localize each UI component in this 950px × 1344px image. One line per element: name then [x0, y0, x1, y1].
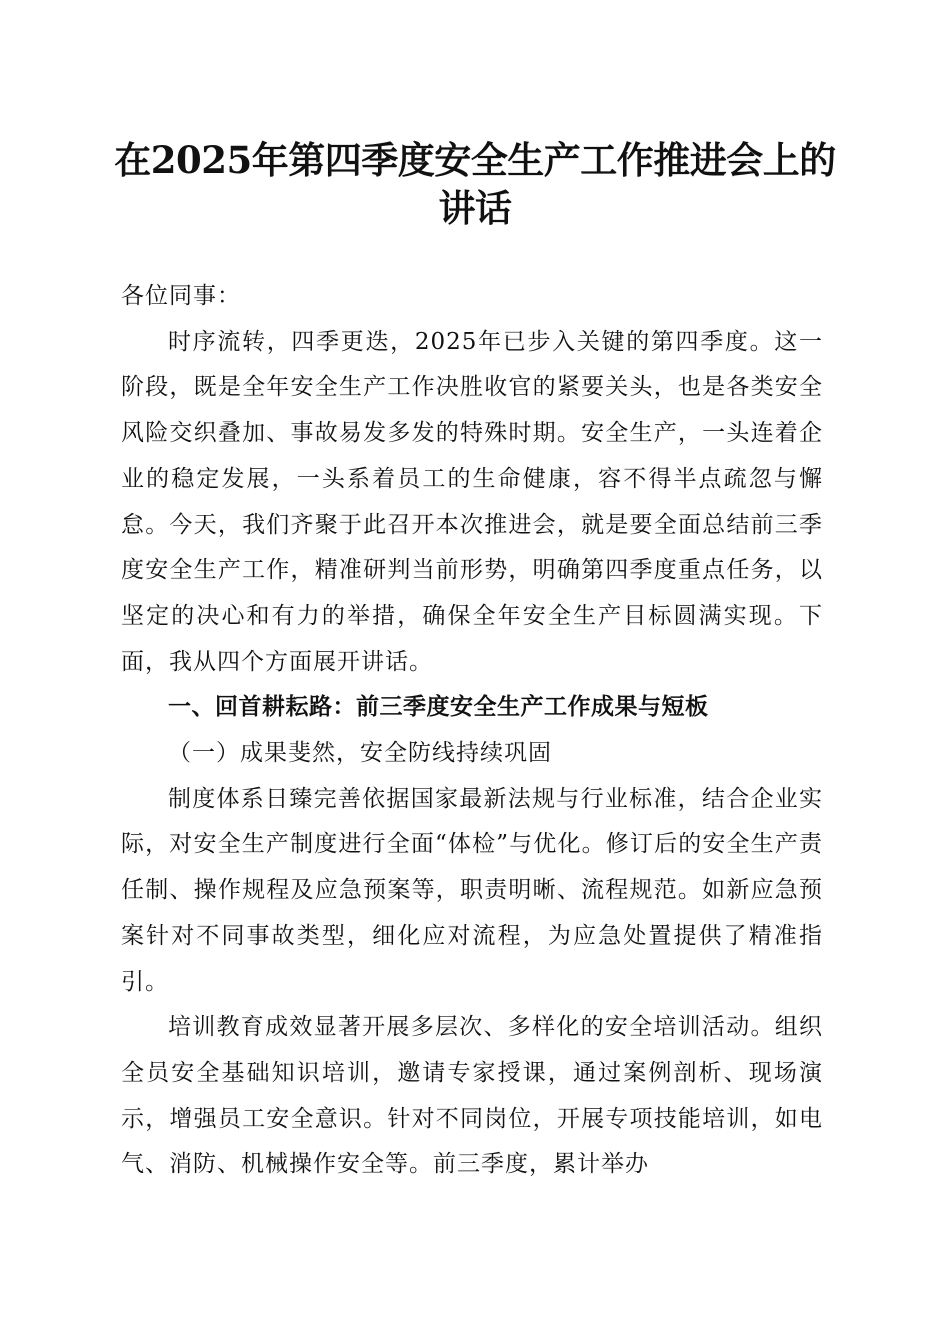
document-body: [121, 274, 823, 1188]
title-line-2: 讲话: [438, 186, 512, 230]
document-title: [100, 136, 850, 232]
paragraph-system: 制度体系日臻完善依据国家最新法规与行业标准，结合企业实际，对安全生产制度进行全面“体检”与优化。修订后的安全生产责任制、操作规程及应急预案等，职责明晰、流程规范。如新应急预案针对不同事故类型，细化应对流程，为应急处置提供了精准指引。: [121, 785, 823, 995]
intro-paragraph: 时序流转，四季更迭，2025年已步入关键的第四季度。这一阶段，既是全年安全生产工作决胜收官的紧要关头，也是各类安全风险交织叠加、事故易发多发的特殊时期。安全生产，一头连着企业的稳定发展，一头系着员工的生命健康，容不得半点疏忽与懈怠。今天，我们齐聚于此召开本次推进会，就是要全面总结前三季度安全生产工作，精准研判当前形势，明确第四季度重点任务，以坚定的决心和有力的举措，确保全年安全生产目标圆满实现。下面，我从四个方面展开讲话。: [121, 328, 823, 675]
paragraph-training: 培训教育成效显著开展多层次、多样化的安全培训活动。组织全员安全基础知识培训，邀请专家授课，通过案例剖析、现场演示，增强员工安全意识。针对不同岗位，开展专项技能培训，如电气、消防、机械操作安全等。前三季度，累计举办: [121, 1014, 823, 1178]
subsection-heading-1: （一）成果斐然，安全防线持续巩固: [168, 740, 552, 767]
section-heading-1: 一、回首耕耘路：前三季度安全生产工作成果与短板: [168, 694, 709, 721]
salutation: 各位同事：: [121, 283, 241, 309]
title-line-1: 在2025年第四季度安全生产工作推进会上的: [114, 138, 836, 182]
